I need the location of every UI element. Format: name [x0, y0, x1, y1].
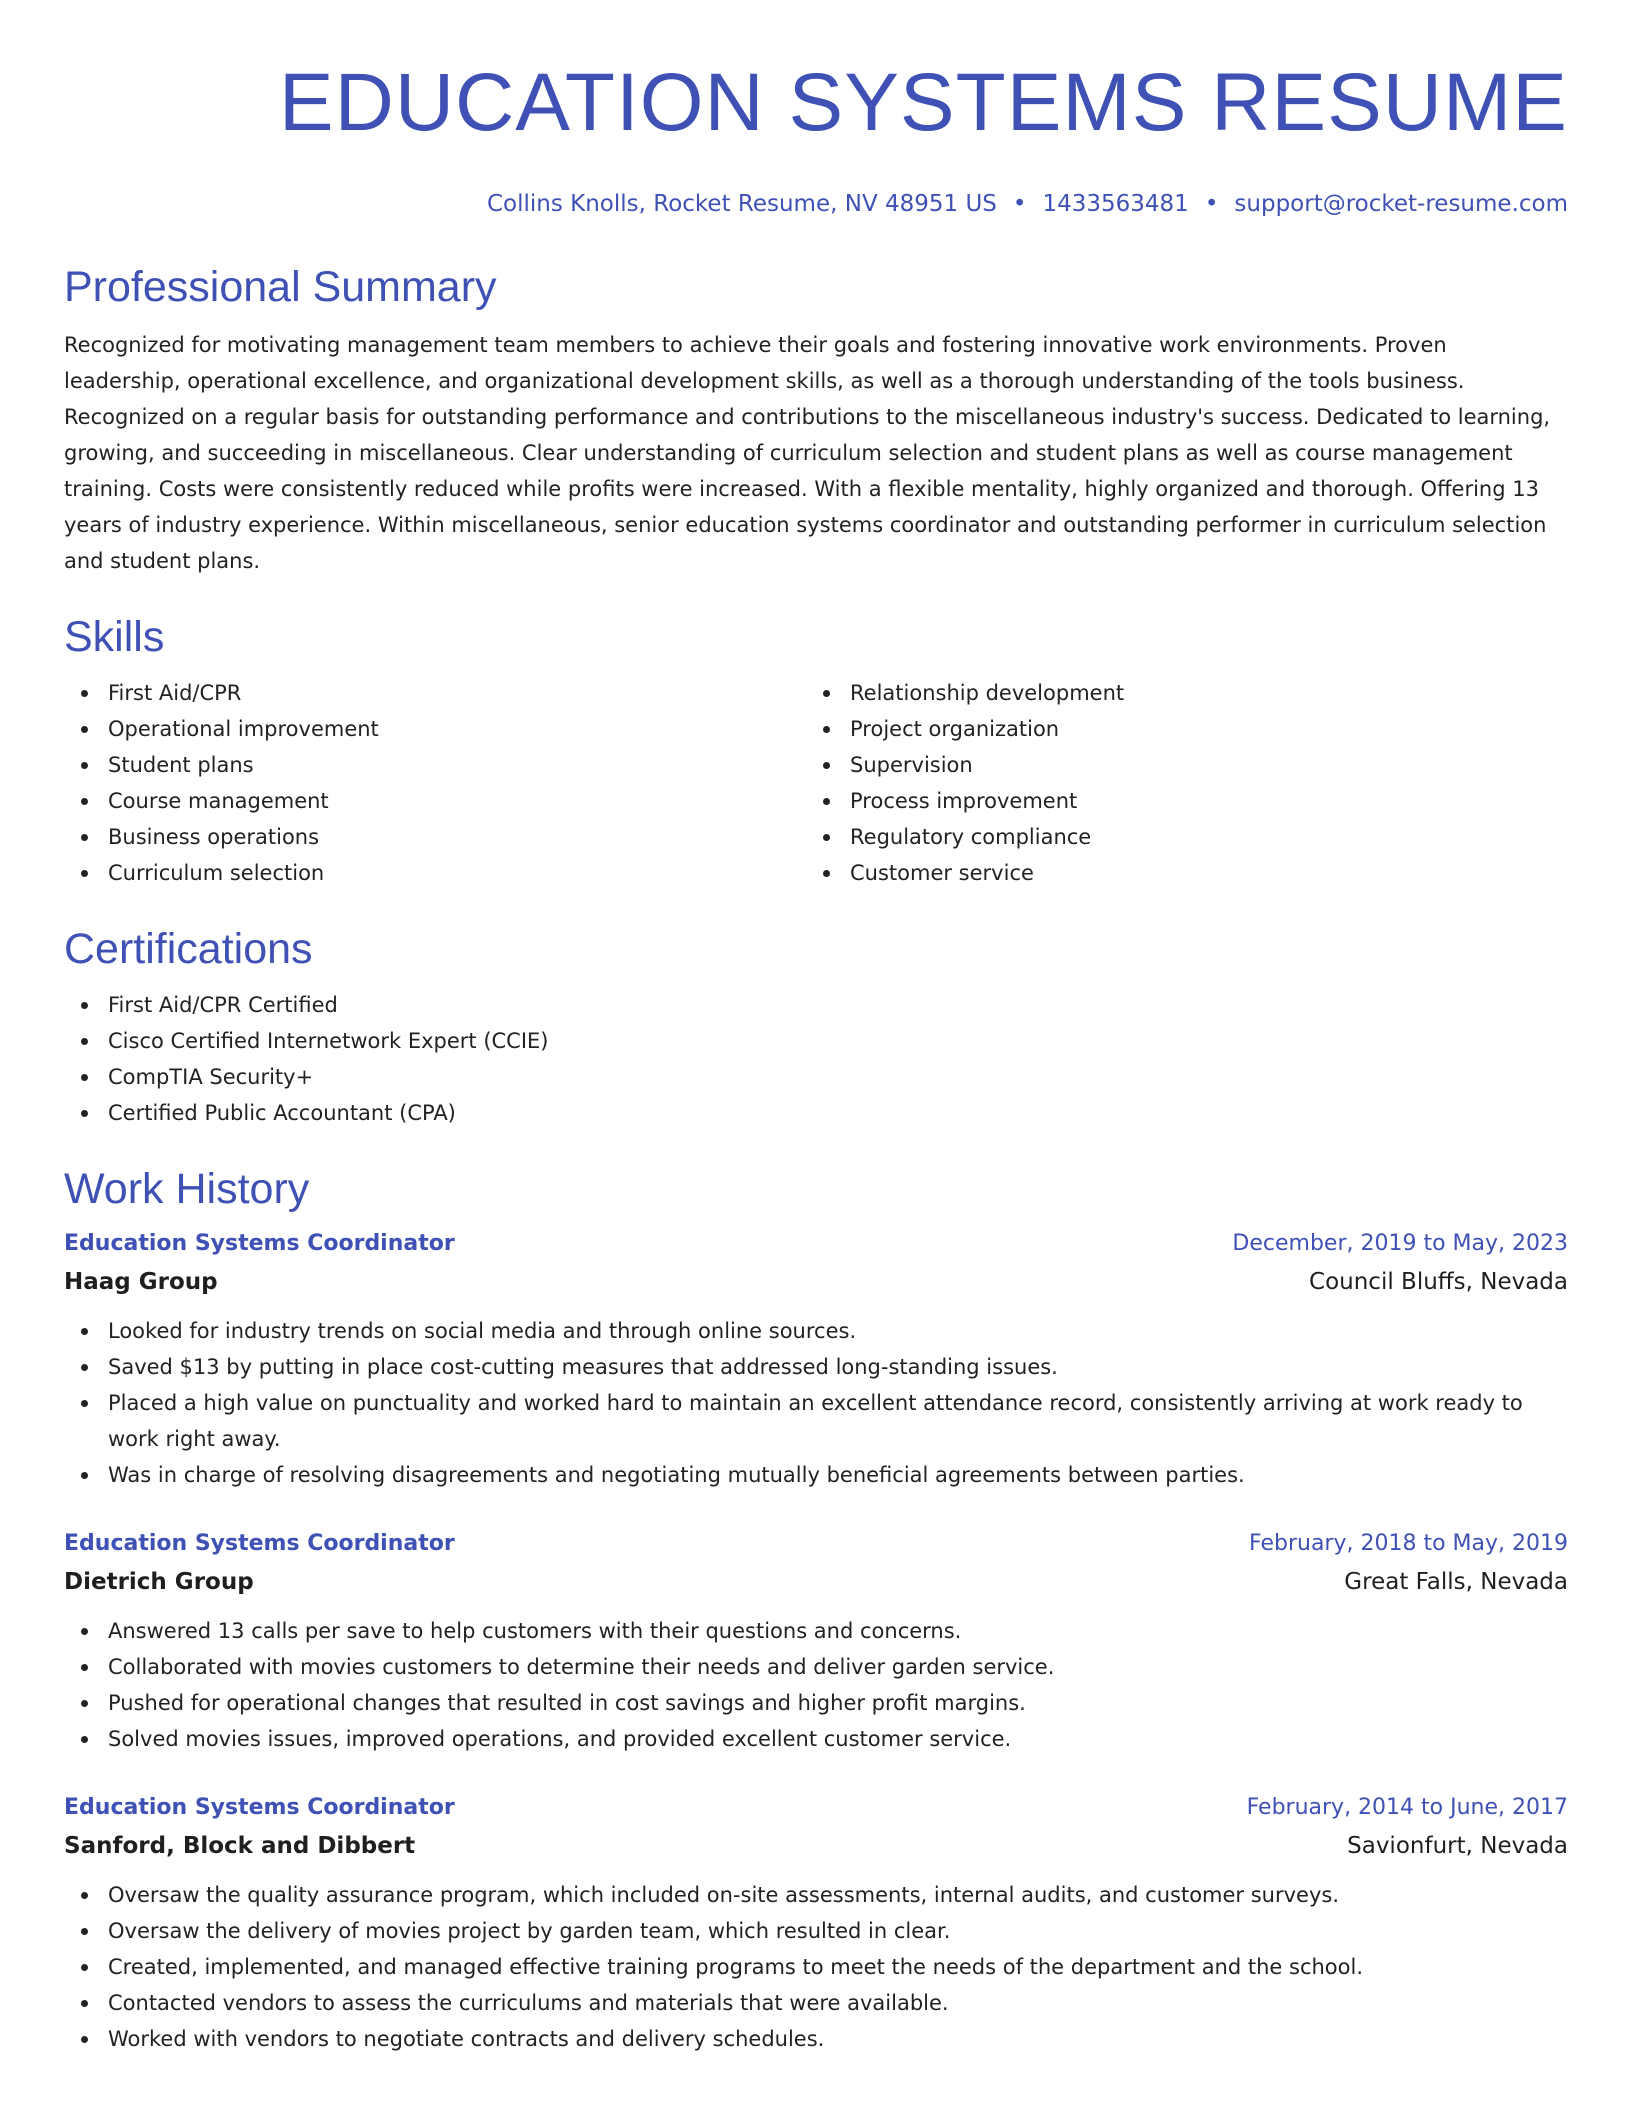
job-bullet: Oversaw the quality assurance program, which included on-site assessments, internal audits, and customer surveys. — [64, 1877, 1568, 1913]
job-location: Great Falls, Nevada — [1344, 1569, 1568, 1595]
certification-item: Cisco Certified Internetwork Expert (CCIE) — [64, 1023, 1568, 1059]
job-header-row — [64, 1525, 1568, 1563]
job-bullet: Worked with vendors to negotiate contracts and delivery schedules. — [64, 2021, 1568, 2057]
skill-item: Supervision — [806, 747, 1548, 783]
job-bullet: Oversaw the delivery of movies project by garden team, which resulted in clear. — [64, 1913, 1568, 1949]
skill-item: Process improvement — [806, 783, 1548, 819]
contact-address: Collins Knolls, Rocket Resume, NV 48951 US — [486, 191, 997, 217]
resume-name: EDUCATION SYSTEMS RESUME — [278, 57, 1568, 148]
job-dates: December, 2019 to May, 2023 — [1232, 1231, 1568, 1256]
contact-phone: 1433563481 — [1042, 191, 1189, 217]
job-entry — [64, 1525, 1568, 1757]
skills-section — [64, 611, 1568, 891]
skills-right-list — [806, 675, 1548, 891]
job-bullet: Contacted vendors to assess the curriculums and materials that were available. — [64, 1985, 1568, 2021]
contact-separator: • — [1012, 191, 1027, 217]
job-company-row — [64, 1827, 1568, 1865]
job-bullet: Placed a high value on punctuality and worked hard to maintain an excellent attendance record, consistently arriving at work ready to work right away. — [64, 1385, 1568, 1457]
certification-item: Certified Public Accountant (CPA) — [64, 1095, 1568, 1131]
job-bullets — [64, 1613, 1568, 1757]
job-bullet: Answered 13 calls per save to help customers with their questions and concerns. — [64, 1613, 1568, 1649]
summary-text: Recognized for motivating management team members to achieve their goals and fostering innovative work environments. Proven leadership, operational excellence, and organizational development skills, as well as a thorough understanding of the tools business. Recognized on a regular basis for outstanding performance and contributions to the miscellaneous industry's success. Dedicated to learning, growing, and succeeding in miscellaneous. Clear understanding of curriculum selection and student plans as well as course management training. Costs were consistently reduced while profits were increased. With a flexible mentality, highly organized and thorough. Offering 13 years of industry experience. Within miscellaneous, senior education systems coordinator and outstanding performer in curriculum selection and student plans. — [64, 333, 1551, 573]
job-entry — [64, 1789, 1568, 2057]
job-company-row — [64, 1263, 1568, 1301]
work-history-title: Work History — [64, 1165, 310, 1213]
summary-section — [64, 261, 1568, 579]
job-bullet: Collaborated with movies customers to determine their needs and deliver garden service. — [64, 1649, 1568, 1685]
job-company: Dietrich Group — [64, 1569, 254, 1595]
summary-title: Professional Summary — [64, 263, 497, 311]
certifications-list — [64, 987, 1568, 1131]
work-history-section — [64, 1163, 1568, 2057]
skills-title: Skills — [64, 613, 165, 661]
skill-item: Curriculum selection — [64, 855, 806, 891]
skill-item: Course management — [64, 783, 806, 819]
job-bullet: Looked for industry trends on social media and through online sources. — [64, 1313, 1568, 1349]
skill-item: Project organization — [806, 711, 1548, 747]
job-bullets — [64, 1313, 1568, 1493]
skills-grid — [64, 675, 1568, 891]
resume-page — [64, 0, 1568, 2057]
job-dates: February, 2018 to May, 2019 — [1249, 1531, 1568, 1556]
job-entry — [64, 1225, 1568, 1493]
job-title: Education Systems Coordinator — [64, 1531, 455, 1556]
skill-item: Student plans — [64, 747, 806, 783]
contact-email: support@rocket-resume.com — [1234, 191, 1568, 217]
certification-item: First Aid/CPR Certified — [64, 987, 1568, 1023]
job-dates: February, 2014 to June, 2017 — [1246, 1795, 1568, 1820]
job-bullet: Saved $13 by putting in place cost-cutting measures that addressed long-standing issues. — [64, 1349, 1568, 1385]
skill-item: Business operations — [64, 819, 806, 855]
skill-item: First Aid/CPR — [64, 675, 806, 711]
job-company: Haag Group — [64, 1269, 218, 1295]
job-location: Council Bluffs, Nevada — [1309, 1269, 1568, 1295]
skill-item: Regulatory compliance — [806, 819, 1548, 855]
skill-item: Customer service — [806, 855, 1548, 891]
skills-left-list — [64, 675, 806, 891]
job-header-row — [64, 1225, 1568, 1263]
job-bullet: Solved movies issues, improved operations, and provided excellent customer service. — [64, 1721, 1568, 1757]
job-title: Education Systems Coordinator — [64, 1795, 455, 1820]
job-company-row — [64, 1563, 1568, 1601]
certifications-title: Certifications — [64, 925, 313, 973]
job-location: Savionfurt, Nevada — [1347, 1833, 1568, 1859]
contact-separator: • — [1204, 191, 1219, 217]
contact-line — [64, 189, 1568, 219]
certification-item: CompTIA Security+ — [64, 1059, 1568, 1095]
certifications-section — [64, 923, 1568, 1131]
job-bullet: Was in charge of resolving disagreements and negotiating mutually beneficial agreements between parties. — [64, 1457, 1568, 1493]
job-company: Sanford, Block and Dibbert — [64, 1833, 416, 1859]
job-bullet: Created, implemented, and managed effective training programs to meet the needs of the department and the school. — [64, 1949, 1568, 1985]
job-bullets — [64, 1877, 1568, 2057]
skill-item: Operational improvement — [64, 711, 806, 747]
job-bullet: Pushed for operational changes that resulted in cost savings and higher profit margins. — [64, 1685, 1568, 1721]
job-header-row — [64, 1789, 1568, 1827]
job-title: Education Systems Coordinator — [64, 1231, 455, 1256]
skill-item: Relationship development — [806, 675, 1548, 711]
